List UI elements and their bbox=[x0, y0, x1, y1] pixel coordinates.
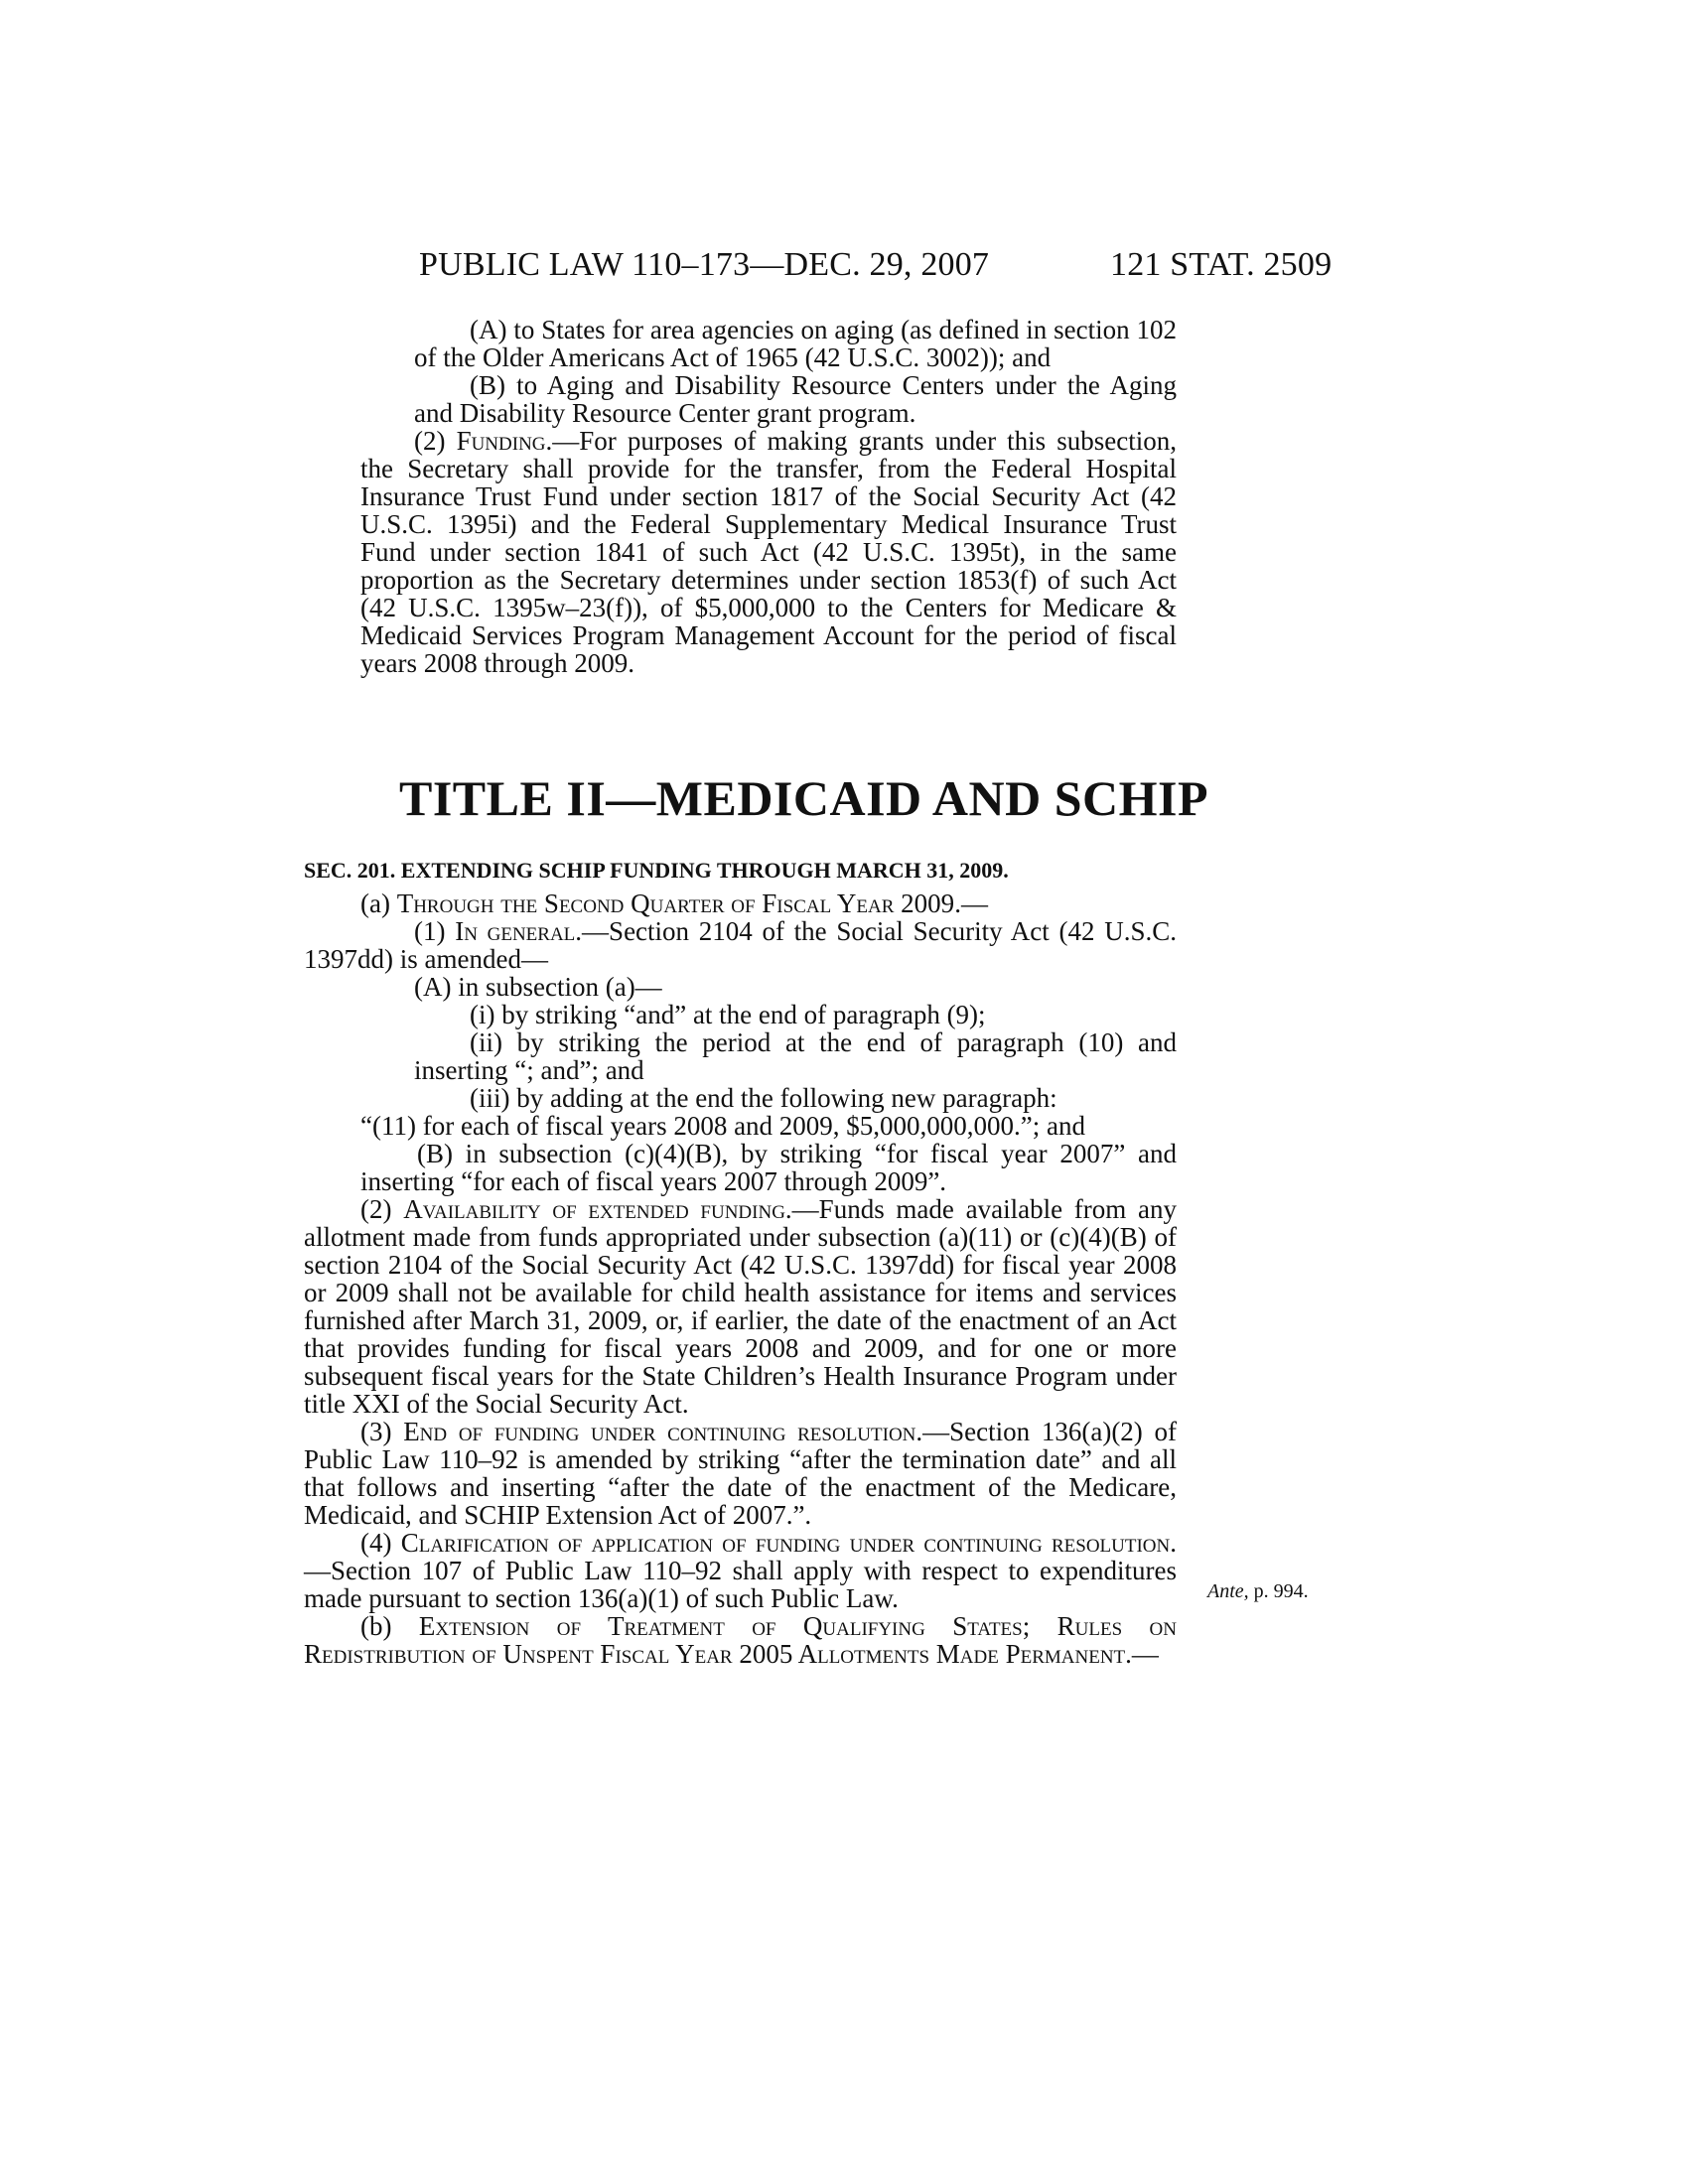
paragraph-B-resource-centers: (B) to Aging and Disability Resource Centers under the Aging and Disability Resource Center grant program. bbox=[414, 370, 1177, 428]
paragraph-2-funding bbox=[360, 427, 1177, 677]
running-header-page-number: 121 STAT. 2509 bbox=[1110, 246, 1333, 283]
paragraph-number: (4) bbox=[360, 1528, 401, 1558]
paragraph-number: (b) bbox=[360, 1611, 419, 1641]
paragraph-heading: In general bbox=[455, 916, 576, 946]
paragraph-heading: Availability of extended funding bbox=[403, 1194, 785, 1224]
paragraph-text: .—Funds made available from any allotment made from funds appropriated under subsection (a)(11) or (c)(4)(B) of section 2104 of the Social Security Act (42 U.S.C. 1397dd) for fiscal year 2008 or 2009 shall not be available for child health assistance for items and services furnished after March 31, 2009, or, if earlier, the date of the enactment of an Act that provides funding for fiscal years 2008 and 2009, and for one or more subsequent fiscal years for the State Children’s Health Insurance Program under title XXI of the Social Security Act. bbox=[304, 1194, 1177, 1419]
paragraph-number: (2) bbox=[414, 426, 457, 456]
paragraph-a4-clarification bbox=[304, 1529, 1177, 1612]
paragraph-a3-end-of-funding bbox=[304, 1418, 1177, 1529]
subsection-b-heading bbox=[304, 1612, 1177, 1668]
margin-note-page: p. 994. bbox=[1248, 1580, 1309, 1602]
title-heading: TITLE II—MEDICAID AND SCHIP bbox=[399, 770, 1209, 826]
paragraph-text: .—For purposes of making grants under this subsection, the Secretary shall provide for the transfer, from the Federal Hospital Insurance Trust Fund under section 1817 of the Social Security Act (42 U.S.C. 1395i) and the Federal Supplementary Medical Insurance Trust Fund under section 1841 of such Act (42 U.S.C. 1395t), in the same proportion as the Secretary determines under section 1853(f) of such Act (42 U.S.C. 1395w–23(f)), of $5,000,000 to the Centers for Medicare & Medicaid Services Program Management Account for the period of fiscal years 2008 through 2009. bbox=[360, 426, 1177, 678]
paragraph-text: .—Section 107 of Public Law 110–92 shall apply with respect to expenditures made pursuant to section 136(a)(1) of such Public Law. bbox=[304, 1528, 1177, 1613]
paragraph-number: (2) bbox=[360, 1194, 404, 1224]
subparagraph-B: (B) in subsection (c)(4)(B), by striking “for fiscal year 2007” and inserting “for each of fiscal years 2007 through 2009”. bbox=[360, 1139, 1177, 1196]
margin-note-italic: Ante, bbox=[1207, 1580, 1249, 1602]
paragraph-text: .—Section 136(a)(2) of Public Law 110–92 is amended by striking “after the termination date” and all that follows and inserting “after the date of the enactment of the Medicare, Medicaid, and SCHIP Extension Act of 2007.”. bbox=[304, 1417, 1177, 1530]
section-heading: SEC. 201. EXTENDING SCHIP FUNDING THROUGH MARCH 31, 2009. bbox=[304, 858, 1009, 883]
paragraph-heading: End of funding under continuing resolution bbox=[403, 1417, 916, 1446]
paragraph-text: .— bbox=[1125, 1639, 1159, 1669]
clause-i: (i) by striking “and” at the end of paragraph (9); bbox=[470, 1000, 986, 1029]
paragraph-heading: Funding bbox=[456, 426, 546, 456]
paragraph-A-area-agencies: (A) to States for area agencies on aging (as defined in section 102 of the Older Americans Act of 1965 (42 U.S.C. 3002)); and bbox=[414, 315, 1177, 372]
paragraph-a2-availability bbox=[304, 1195, 1177, 1418]
paragraph-heading: Extension of Treatment of Qualifying States; Rules on Redistribution of Unspent Fiscal Year 2005 Allotments Made Permanent bbox=[304, 1611, 1177, 1669]
clause-ii: (ii) by striking the period at the end of paragraph (10) and inserting “; and”; and bbox=[414, 1027, 1177, 1085]
subparagraph-A: (A) in subsection (a)— bbox=[414, 972, 662, 1002]
paragraph-heading: Through the Second Quarter of Fiscal Year 2009 bbox=[396, 888, 955, 918]
paragraph-heading: Clarification of application of funding under continuing resolution bbox=[400, 1528, 1171, 1558]
subsection-a-heading bbox=[304, 889, 1177, 917]
paragraph-number: (3) bbox=[360, 1417, 404, 1446]
paragraph-number: (1) bbox=[414, 916, 456, 946]
margin-citation-note bbox=[1207, 1580, 1309, 1603]
paragraph-text: .— bbox=[954, 888, 988, 918]
clause-iii: (iii) by adding at the end the following new paragraph: bbox=[470, 1083, 1057, 1113]
running-header-citation: PUBLIC LAW 110–173—DEC. 29, 2007 bbox=[419, 246, 990, 283]
inserted-paragraph-11: “(11) for each of fiscal years 2008 and 2009, $5,000,000,000.”; and bbox=[360, 1111, 1086, 1141]
paragraph-text: .—Section 2104 of the Social Security Act (42 U.S.C. 1397dd) is amended— bbox=[304, 916, 1177, 974]
paragraph-a1-in-general bbox=[304, 917, 1177, 973]
section-body bbox=[304, 889, 1177, 1668]
top-text-block bbox=[360, 316, 1177, 677]
paragraph-number: (a) bbox=[360, 888, 397, 918]
